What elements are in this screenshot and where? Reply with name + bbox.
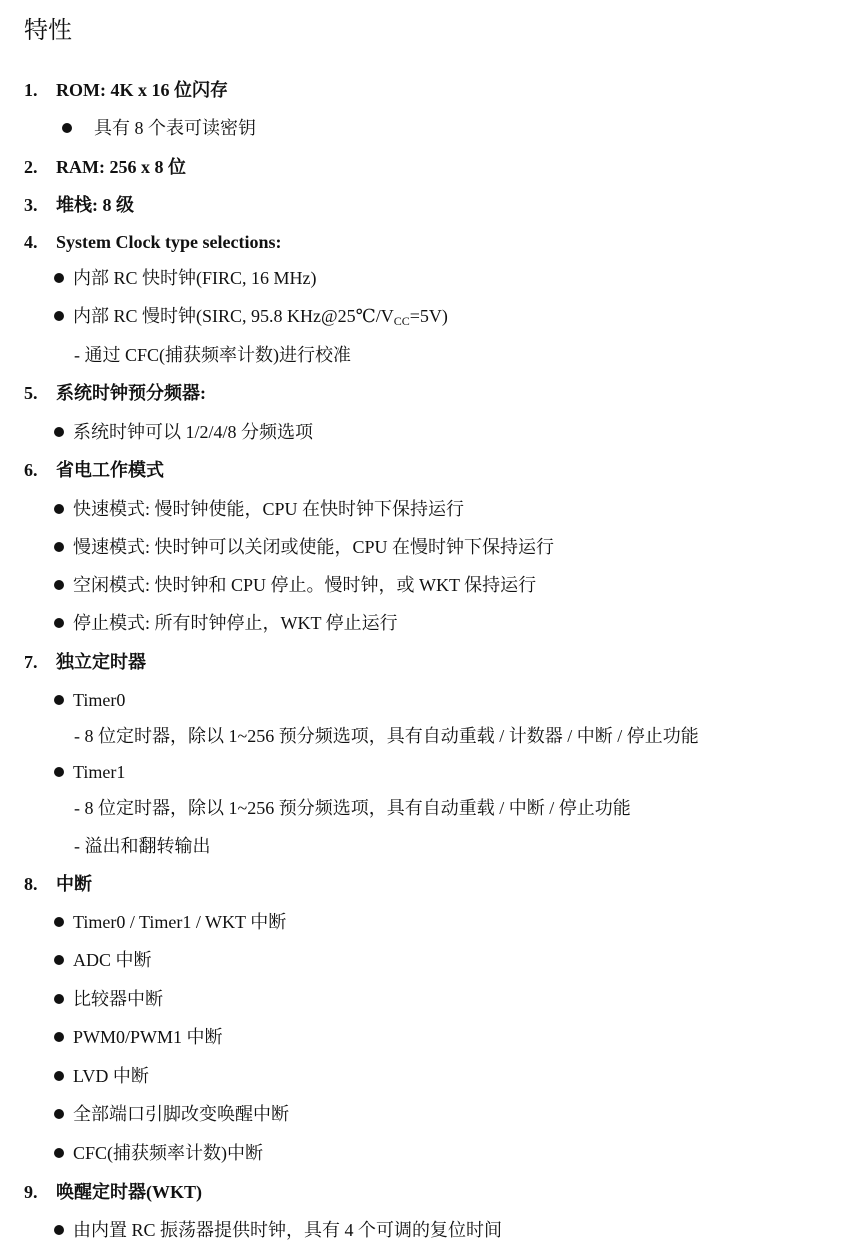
bullet-item-timer0 [54, 688, 125, 712]
bullet-item [62, 116, 256, 140]
bullet-text: CFC(捕获频率计数)中断 [73, 1143, 264, 1163]
feature-heading-clock [24, 230, 281, 254]
bullet-item [54, 1025, 223, 1049]
bullet-text: Timer0 / Timer1 / WKT 中断 [73, 912, 287, 932]
bullet-item [54, 611, 398, 635]
bullet-text: Timer1 [73, 762, 126, 782]
feature-heading-timers [24, 650, 146, 674]
bullet-text: Timer0 [73, 690, 126, 710]
bullet-text: 由内置 RC 振荡器提供时钟，具有 4 个可调的复位时间 [73, 1220, 503, 1240]
feature-number: 7. [24, 652, 38, 672]
bullet-text: ADC 中断 [73, 950, 152, 970]
bullet-text: 比较器中断 [73, 989, 163, 1009]
feature-number: 5. [24, 383, 38, 403]
feature-heading-prescaler [24, 381, 206, 405]
bullet-text: 全部端口引脚改变唤醒中断 [73, 1104, 289, 1124]
bullet-item [54, 948, 152, 972]
bullet-dot-icon [54, 1225, 64, 1235]
feature-number: 2. [24, 157, 38, 177]
bullet-dot-icon [54, 1148, 64, 1158]
bullet-dot-icon [62, 123, 72, 133]
feature-heading-stack [24, 193, 134, 217]
bullet-dot-icon [54, 695, 64, 705]
bullet-text: 系统时钟可以 1/2/4/8 分频选项 [73, 422, 314, 442]
bullet-text: 慢速模式: 快时钟可以关闭或使能，CPU 在慢时钟下保持运行 [73, 537, 555, 557]
bullet-text-suffix: =5V) [409, 306, 448, 326]
feature-title: System Clock type selections: [56, 232, 282, 252]
bullet-item [54, 497, 464, 521]
feature-number: 6. [24, 460, 38, 480]
bullet-dot-icon [54, 1109, 64, 1119]
bullet-text: 内部 RC 快时钟(FIRC, 16 MHz) [73, 268, 317, 288]
bullet-dot-icon [54, 618, 64, 628]
feature-title: 独立定时器 [56, 652, 146, 672]
bullet-dot-icon [54, 542, 64, 552]
bullet-text: 具有 8 个表可读密钥 [94, 118, 256, 138]
feature-title: 中断 [56, 874, 92, 894]
sub-item: - 通过 CFC(捕获频率计数)进行校准 [74, 345, 352, 365]
bullet-item [54, 987, 163, 1011]
feature-number: 4. [24, 232, 38, 252]
bullet-item [54, 266, 317, 290]
feature-title: 系统时钟预分频器: [56, 383, 206, 403]
feature-heading-wkt [24, 1180, 202, 1204]
feature-heading-ram [24, 155, 186, 179]
subscript-cc: CC [393, 314, 410, 328]
feature-title: 堆栈: 8 级 [56, 195, 134, 215]
sub-item: - 8 位定时器，除以 1~256 预分频选项，具有自动重载 / 计数器 / 中断 / 停止功能 [74, 726, 699, 746]
bullet-dot-icon [54, 273, 64, 283]
bullet-dot-icon [54, 311, 64, 321]
bullet-text: 空闲模式: 快时钟和 CPU 停止。慢时钟，或 WKT 保持运行 [73, 575, 537, 595]
bullet-text: 内部 RC 慢时钟(SIRC, 95.8 KHz@25℃/V [73, 306, 394, 326]
bullet-item [54, 1102, 289, 1126]
bullet-text: 快速模式: 慢时钟使能，CPU 在快时钟下保持运行 [73, 499, 465, 519]
sub-item: - 溢出和翻转输出 [74, 836, 211, 856]
feature-number: 1. [24, 80, 38, 100]
feature-number: 8. [24, 874, 38, 894]
bullet-dot-icon [54, 955, 64, 965]
feature-title: ROM: 4K x 16 位闪存 [56, 80, 228, 100]
feature-number: 3. [24, 195, 38, 215]
bullet-item-timer1 [54, 760, 125, 784]
feature-heading-power-modes [24, 458, 164, 482]
feature-title: RAM: 256 x 8 位 [56, 157, 186, 177]
bullet-item [54, 420, 313, 444]
bullet-dot-icon [54, 994, 64, 1004]
bullet-item [54, 535, 554, 559]
bullet-text: LVD 中断 [73, 1066, 149, 1086]
bullet-dot-icon [54, 580, 64, 590]
feature-heading-rom [24, 78, 228, 102]
feature-title: 省电工作模式 [56, 460, 164, 480]
bullet-item [54, 1141, 263, 1165]
bullet-item [54, 910, 286, 934]
bullet-dot-icon [54, 504, 64, 514]
bullet-dot-icon [54, 1071, 64, 1081]
bullet-text: PWM0/PWM1 中断 [73, 1027, 223, 1047]
bullet-item [54, 1064, 149, 1088]
bullet-text: 停止模式: 所有时钟停止，WKT 停止运行 [73, 613, 398, 633]
bullet-dot-icon [54, 1032, 64, 1042]
feature-heading-interrupts [24, 872, 92, 896]
bullet-item [54, 1218, 502, 1242]
bullet-dot-icon [54, 427, 64, 437]
bullet-item [54, 304, 448, 328]
bullet-item [54, 573, 536, 597]
feature-title: 唤醒定时器(WKT) [56, 1182, 202, 1202]
bullet-dot-icon [54, 917, 64, 927]
bullet-dot-icon [54, 767, 64, 777]
page-title: 特性 [24, 16, 72, 44]
sub-item: - 8 位定时器，除以 1~256 预分频选项，具有自动重载 / 中断 / 停止功能 [74, 798, 631, 818]
feature-number: 9. [24, 1182, 38, 1202]
